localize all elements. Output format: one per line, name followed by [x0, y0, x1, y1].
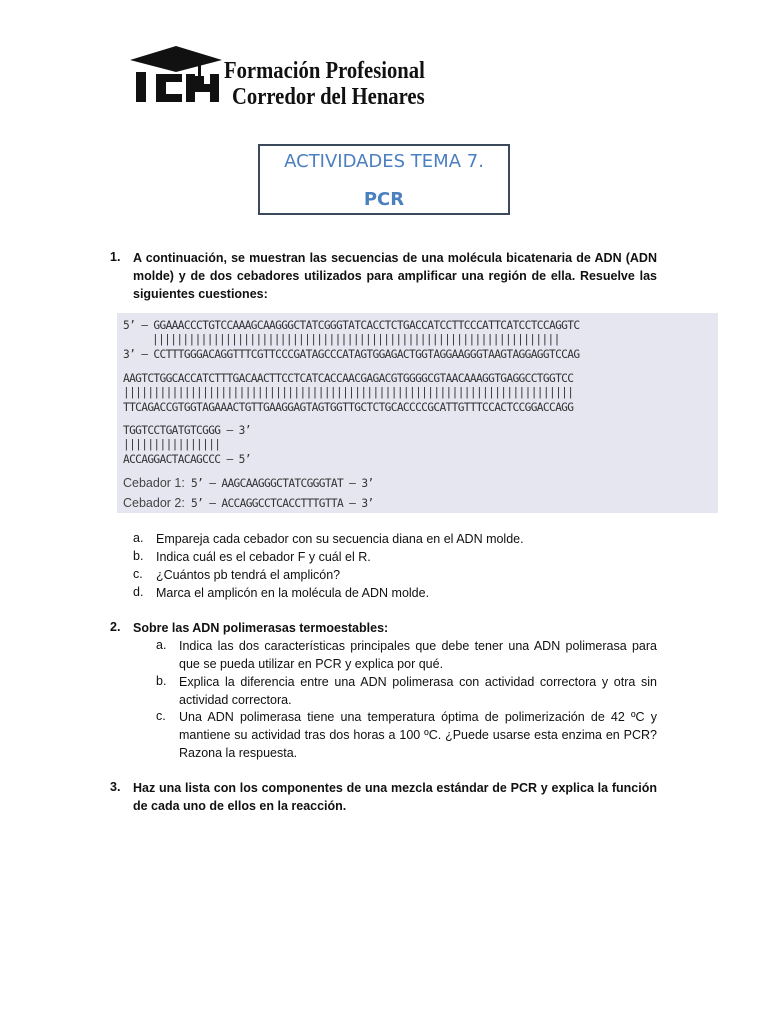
sequence-row2-bottom: TTCAGACCGTGGTAGAAACTGTTGAAGGAGTAGTGGTTGCTCTGCACCCCGCATTGTTTCCACTCCGGACCAGG [123, 401, 574, 414]
question-1-number: 1. [110, 250, 121, 264]
title-box [258, 144, 510, 215]
sequence-row3-bottom: ACCAGGACTACAGCCC — 5’ [123, 453, 251, 466]
question-2-text: Sobre las ADN polimerasas termoestables: [133, 621, 389, 635]
sequence-row2-pairs: |||||||||||||||||||||||||||||||||||||||||||||||||||||||||||||||||||||||||| [123, 386, 574, 399]
q1-sub-b-text: Indica cuál es el cebador F y cuál el R. [156, 550, 371, 564]
primer-2-label: Cebador 2: [123, 496, 185, 510]
q2-sub-c-letter: c. [156, 709, 166, 723]
question-1-text: A continuación, se muestran las secuencias de una molécula bicatenaria de ADN (ADN molde) y de dos cebadores utilizados para amplificar una región de ella. Resuelve las siguientes cuestiones: [133, 251, 657, 301]
q2-sub-a-letter: a. [156, 638, 167, 652]
question-3-number: 3. [110, 780, 121, 794]
page-subtitle: PCR [363, 189, 405, 210]
q2-sub-c-text: Una ADN polimerasa tiene una temperatura óptima de polimerización de 42 ºC y mantiene su actividad tras dos horas a 100 ºC. ¿Puede usarse esta enzima en PCR? Razona la respuesta. [179, 710, 657, 760]
sequence-row3-pairs: |||||||||||||||| [123, 438, 221, 451]
logo-line1: Formación Profesional [224, 58, 425, 84]
q1-sub-a-letter: a. [133, 531, 144, 545]
primer-1-sequence: 5’ — AAGCAAGGGCTATCGGGTAT — 3’ [190, 477, 374, 490]
primer-2 [123, 496, 374, 511]
primer-1 [123, 476, 374, 491]
q2-sub-b-text: Explica la diferencia entre una ADN polimerasa con actividad correctora y otra sin actividad correctora. [179, 675, 657, 707]
question-2-number: 2. [110, 620, 121, 634]
q2-sub-b-letter: b. [156, 674, 167, 688]
q1-sub-b-letter: b. [133, 549, 144, 563]
sequence-row1-bottom: 3’ — CCTTTGGGACAGGTTTCGTTCCCGATAGCCCATAGTGGAGACTGGTAGGAAGGGTAAGTAGGAGGTCCAG [123, 348, 580, 361]
question-3-text: Haz una lista con los componentes de una mezcla estándar de PCR y explica la función de cada uno de ellos en la reacción. [133, 781, 657, 813]
sequence-row3-top: TGGTCCTGATGTCGGG — 3’ [123, 424, 251, 437]
sequence-box [117, 313, 718, 513]
primer-1-label: Cebador 1: [123, 476, 185, 490]
sequence-row2-top: AAGTCTGGCACCATCTTTGACAACTTCCTCATCACCAACGAGACGTGGGGCGTAACAAAGGTGAGGCCTGGTCC [123, 372, 574, 385]
q2-sub-a-text: Indica las dos características principales que debe tener una ADN polimerasa para que se pueda utilizar en PCR y explica por qué. [179, 639, 657, 671]
page-title: ACTIVIDADES TEMA 7. [284, 151, 484, 172]
sequence-row1-pairs: ||||||||||||||||||||||||||||||||||||||||||||||||||||||||||||||||||| [152, 333, 560, 346]
logo [128, 44, 428, 114]
q1-sub-d-letter: d. [133, 585, 144, 599]
primer-2-sequence: 5’ — ACCAGGCCTCACCTTTGTTA — 3’ [190, 497, 374, 510]
q1-sub-a-text: Empareja cada cebador con su secuencia diana en el ADN molde. [156, 532, 524, 546]
q1-sub-c-letter: c. [133, 567, 143, 581]
logo-line2: Corredor del Henares [232, 84, 425, 110]
q1-sub-d-text: Marca el amplicón en la molécula de ADN molde. [156, 586, 430, 600]
q1-sub-c-text: ¿Cuántos pb tendrá el amplicón? [156, 568, 341, 582]
sequence-row1-top: 5’ — GGAAACCCTGTCCAAAGCAAGGGCTATCGGGTATCACCTCTGACCATCCTTCCCATTCATCCTCCAGGTC [123, 319, 580, 332]
graduation-cap-icon [128, 44, 224, 108]
